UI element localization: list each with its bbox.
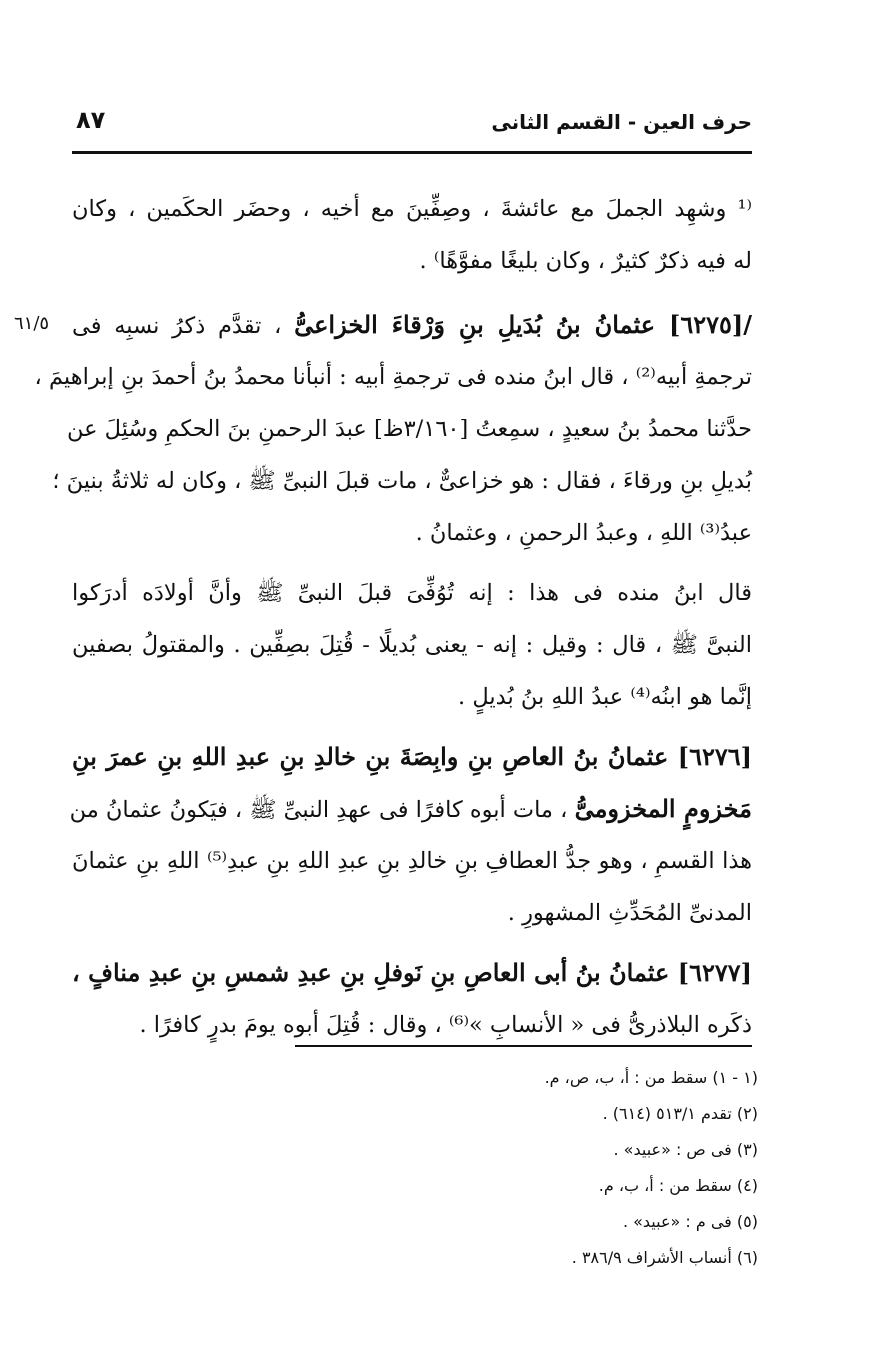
text-line-9: النبىَّ ﷺ ، قال : وقيل : إنه - يعنى بُديلًا - قُتِلَ بصِفِّين . والمقتولُ بصفين xyxy=(72,632,752,658)
text-line-13: هذا القسمِ ، وهو جدُّ العطافِ بنِ خالدِ بنِ عبدِ اللهِ بنِ عبدِ⁽⁵⁾ اللهِ بنِ عثمانَ xyxy=(72,848,753,874)
margin-reference: ٦١/٥ xyxy=(14,313,50,334)
entry-name: [٦٢٧٧] عثمانُ بنُ أبى العاصِ بنِ نَوفلِ بنِ عبدِ شمسِ بنِ عبدِ منافٍ ، xyxy=(72,958,752,987)
text-line-6: بُديلِ بنِ ورقاءَ ، فقال : هو خزاعىٌّ ، مات قبلَ النبىِّ ﷺ ، وكان له ثلاثةُ بنينَ ؛ xyxy=(52,468,752,494)
footnote-rule xyxy=(295,1045,752,1047)
footnote-4: (٤) سقط من : أ، ب، م. xyxy=(598,1176,758,1195)
footnote-3: (٣) فى ص : «عبيد» . xyxy=(613,1140,758,1159)
entry-text: ، مات أبوه كافرًا فى عهدِ النبىِّ ﷺ ، فيَكونُ عثمانُ من xyxy=(69,797,568,823)
entry-name-cont: مَخزومٍ المخزومىُّ xyxy=(574,794,752,823)
text-line-14: المدنىِّ المُحَدِّثِ المشهورِ . xyxy=(507,900,752,926)
text-line-10: إنَّما هو ابنُه⁽⁴⁾ عبدُ اللهِ بنُ بُديلٍ . xyxy=(458,684,752,710)
text-line-16: ذكَره البلاذرىُّ فى « الأنسابِ »⁽⁶⁾ ، وقال : قُتِلَ أبوه يومَ بدرٍ كافرًا . xyxy=(139,1012,752,1038)
text-line-5: حدَّثنا محمدُ بنُ سعيدٍ ، سمِعتُ [٣/١٦٠ظ] عبدَ الرحمنِ بنَ الحكمِ وسُئِلَ عن xyxy=(66,416,752,442)
footnote-1: (١ - ١) سقط من : أ، ب، ص، م. xyxy=(544,1068,758,1087)
footnote-5: (٥) فى م : «عبيد» . xyxy=(622,1212,758,1231)
entry-6275-heading xyxy=(72,310,752,341)
header-rule xyxy=(72,151,752,154)
text-line-8: قال ابنُ منده فى هذا : إنه تُوُفِّىَ قبلَ النبىِّ ﷺ وأنَّ أولادَه أدرَكوا xyxy=(72,580,752,606)
text-line-2: له فيه ذكرٌ كثيرٌ ، وكان بليغًا مفوَّهًا⁾ . xyxy=(419,248,752,274)
text-line-12 xyxy=(69,794,752,825)
footnote-2: (٢) تقدم ٥١٣/١ (٦١٤) . xyxy=(602,1104,758,1123)
entry-name: [٦٢٧٦] عثمانُ بنُ العاصِ بنِ وابِصَةَ بنِ خالدِ بنِ عبدِ اللهِ بنِ عمرَ بنِ xyxy=(72,742,753,771)
page-number: ٨٧ xyxy=(76,106,106,134)
entry-6276-heading xyxy=(72,742,752,773)
entry-text: ، تقدَّم ذكرُ نسبِه فى xyxy=(72,313,282,339)
footnote-6: (٦) أنساب الأشراف ٣٨٦/٩ . xyxy=(571,1248,758,1267)
entry-6277-heading xyxy=(72,958,752,989)
running-header xyxy=(72,106,752,150)
entry-name: /[٦٢٧٥] عثمانُ بنُ بُدَيلِ بنِ وَرْقاءَ الخزاعىُّ xyxy=(294,310,752,339)
text-line-7: عبدُ⁽³⁾ اللهِ ، وعبدُ الرحمنِ ، وعثمانُ . xyxy=(415,520,752,546)
header-title: حرف العين - القسم الثانى xyxy=(491,110,752,134)
text-line-1: ⁽¹ وشهِد الجملَ مع عائشةَ ، وصِفِّينَ مع أخيه ، وحضَر الحكَمين ، وكان xyxy=(72,196,752,222)
text-line-4: ترجمةِ أبيه⁽²⁾ ، قال ابنُ منده فى ترجمةِ أبيه : أنبأنا محمدُ بنُ أحمدَ بنِ إبراهيمَ ، xyxy=(34,364,752,390)
